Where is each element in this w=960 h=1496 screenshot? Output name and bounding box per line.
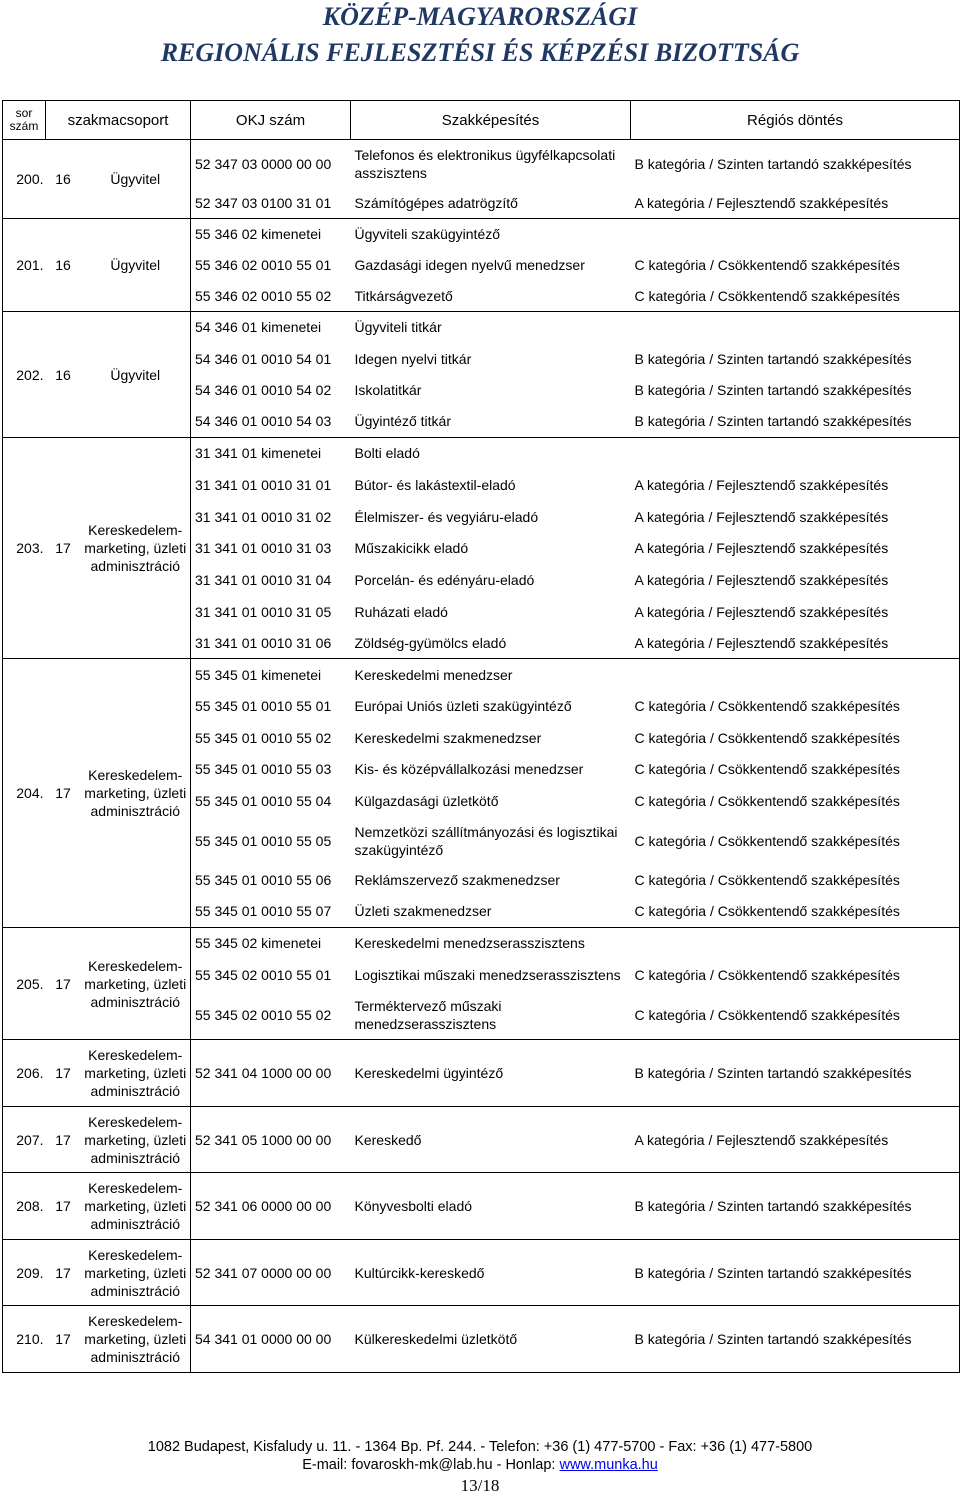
- qualification-name: Kis- és középvállalkozási menedzser: [354, 761, 584, 777]
- okj-number: 54 346 01 0010 54 03: [191, 406, 351, 438]
- header-title-line1: KÖZÉP-MAGYARORSZÁGI: [322, 2, 638, 31]
- okj-number: 31 341 01 0010 31 01: [195, 476, 332, 493]
- group-code: 17: [46, 659, 81, 928]
- qualification-name: Ügyintéző titkár: [351, 406, 631, 438]
- table-row: [3, 1306, 960, 1373]
- group-code: 16: [46, 140, 81, 219]
- table-row: [3, 312, 960, 343]
- qualifications-table: [2, 100, 960, 1373]
- okj-number: 52 341 06 0000 00 00: [191, 1173, 351, 1240]
- qualification-name: Kereskedelmi szakmenedzser: [354, 729, 542, 746]
- regional-decision: B kategória / Szinten tartandó szakképesítés: [631, 406, 960, 438]
- okj-number: 55 345 01 0010 55 01: [195, 698, 332, 714]
- regional-decision: C kategória / Csökkentendő szakképesítés: [631, 817, 960, 865]
- okj-number: 52 341 05 1000 00 00: [191, 1107, 351, 1173]
- regional-decision: C kategória / Csökkentendő szakképesítés: [631, 896, 960, 928]
- footer-email: E-mail: fovaroskh-mk@lab.hu - Honlap:: [302, 1457, 560, 1473]
- group-code: 17: [46, 1040, 81, 1107]
- okj-number: 55 345 02 0010 55 01: [195, 966, 332, 983]
- regional-decision: [631, 928, 960, 959]
- page-number: 13/18: [460, 1476, 500, 1495]
- group-code: 17: [46, 928, 81, 1040]
- table-row: [3, 1240, 960, 1306]
- okj-number: 55 346 02 kimenetei: [191, 219, 351, 250]
- col-header-okj: OKJ szám: [191, 101, 351, 140]
- regional-decision: A kategória / Fejlesztendő szakképesítés: [631, 533, 960, 564]
- table-row: [3, 659, 960, 691]
- regional-decision: [631, 219, 960, 250]
- regional-decision: B kategória / Szinten tartandó szakképesítés: [631, 1306, 960, 1373]
- qualification-name: Bolti eladó: [351, 438, 631, 469]
- okj-number: 54 346 01 0010 54 02: [195, 382, 332, 398]
- row-number: 207.: [3, 1107, 46, 1173]
- regional-decision: C kategória / Csökkentendő szakképesítés: [631, 959, 960, 991]
- okj-number: 55 346 02 0010 55 02: [191, 281, 351, 312]
- table-row: [3, 1173, 960, 1240]
- row-number: 205.: [3, 928, 46, 1040]
- qualification-name: Zöldség-gyümölcs eladó: [351, 628, 631, 659]
- qualification-name: Terméktervező műszaki menedzserasszisztens: [351, 991, 631, 1040]
- regional-decision: C kategória / Csökkentendő szakképesítés: [631, 754, 960, 785]
- regional-decision: A kategória / Fejlesztendő szakképesítés: [631, 1107, 960, 1173]
- col-header-qualification: Szakképesítés: [351, 101, 631, 140]
- regional-decision: B kategória / Szinten tartandó szakképesítés: [631, 140, 960, 188]
- row-number: 202.: [3, 312, 46, 438]
- regional-decision: B kategória / Szinten tartandó szakképesítés: [631, 343, 960, 375]
- table-row: [3, 1040, 960, 1107]
- okj-number: 52 341 07 0000 00 00: [191, 1240, 351, 1306]
- okj-number: 55 345 01 0010 55 04: [195, 792, 332, 809]
- table-row: [3, 928, 960, 959]
- row-number: 201.: [3, 219, 46, 312]
- group-name: Kereskedelem-marketing, üzleti adminisztráció: [81, 1306, 191, 1373]
- okj-number: 52 347 03 0000 00 00: [191, 140, 351, 188]
- regional-decision: [631, 438, 960, 469]
- regional-decision: B kategória / Szinten tartandó szakképesítés: [631, 1040, 960, 1107]
- regional-decision: C kategória / Csökkentendő szakképesítés: [631, 281, 960, 312]
- qualification-name: Külkereskedelmi üzletkötő: [351, 1306, 631, 1373]
- qualification-name: Bútor- és lakástextil-eladó: [354, 476, 516, 493]
- footer-contact: [0, 1457, 960, 1473]
- col-header-group: szakmacsoport: [46, 101, 191, 140]
- group-code: 16: [46, 219, 81, 312]
- okj-number: 54 346 01 kimenetei: [191, 312, 351, 343]
- regional-decision: A kategória / Fejlesztendő szakképesítés: [631, 501, 960, 533]
- qualification-name: Műszakicikk eladó: [354, 540, 469, 556]
- table-row: [3, 140, 960, 188]
- qualification-name: Ügyviteli titkár: [351, 312, 631, 343]
- group-code: 16: [46, 312, 81, 438]
- regional-decision: C kategória / Csökkentendő szakképesítés: [631, 865, 960, 896]
- group-code: 17: [46, 1240, 81, 1306]
- row-number: 209.: [3, 1240, 46, 1306]
- qualification-name: Külgazdasági üzletkötő: [354, 792, 499, 809]
- qualification-name: Számítógépes adatrögzítő: [351, 188, 631, 219]
- row-number: 203.: [3, 438, 46, 659]
- group-name: Ügyvitel: [81, 312, 191, 438]
- website-link[interactable]: www.munka.hu: [559, 1457, 658, 1473]
- qualification-name: Kereskedelmi menedzserasszisztens: [351, 928, 631, 959]
- table-row: [3, 1107, 960, 1173]
- table-row: [3, 438, 960, 469]
- row-number: 204.: [3, 659, 46, 928]
- qualification-name: Ruházati eladó: [354, 603, 448, 620]
- regional-decision: [631, 659, 960, 691]
- table-body: [3, 140, 960, 1373]
- group-code: 17: [46, 1107, 81, 1173]
- okj-number: 52 347 03 0100 31 01: [191, 188, 351, 219]
- qualification-name: Iskolatitkár: [354, 382, 422, 398]
- row-number: 206.: [3, 1040, 46, 1107]
- table-header-row: [3, 101, 960, 140]
- okj-number: 31 341 01 kimenetei: [191, 438, 351, 469]
- okj-number: 55 345 01 0010 55 02: [195, 729, 332, 746]
- group-name: Kereskedelem-marketing, üzleti adminisztráció: [81, 1240, 191, 1306]
- regional-decision: C kategória / Csökkentendő szakképesítés: [631, 691, 960, 722]
- group-name: Kereskedelem-marketing, üzleti adminisztráció: [81, 659, 191, 928]
- regional-decision: B kategória / Szinten tartandó szakképesítés: [631, 1240, 960, 1306]
- qualification-name: Porcelán- és edényáru-eladó: [354, 571, 535, 588]
- okj-number: 55 345 01 0010 55 05: [195, 832, 332, 849]
- group-code: 17: [46, 1306, 81, 1373]
- okj-number: 55 345 02 kimenetei: [191, 928, 351, 959]
- okj-number: 31 341 01 0010 31 06: [191, 628, 351, 659]
- okj-number: 54 346 01 0010 54 01: [195, 350, 332, 367]
- okj-number: 55 345 02 0010 55 02: [191, 991, 351, 1040]
- regional-decision: [631, 312, 960, 343]
- qualification-name: Ügyviteli szakügyintéző: [351, 219, 631, 250]
- group-name: Kereskedelem-marketing, üzleti adminisztráció: [81, 438, 191, 659]
- regional-decision: A kategória / Fejlesztendő szakképesítés: [631, 469, 960, 501]
- group-code: 17: [46, 438, 81, 659]
- header-title-line2: REGIONÁLIS FEJLESZTÉSI ÉS KÉPZÉSI BIZOTTSÁG: [160, 38, 800, 67]
- row-number: 208.: [3, 1173, 46, 1240]
- qualification-name: Kereskedő: [351, 1107, 631, 1173]
- okj-number: 31 341 01 0010 31 04: [195, 571, 332, 588]
- group-name: Kereskedelem-marketing, üzleti adminisztráció: [81, 1040, 191, 1107]
- okj-number: 52 341 04 1000 00 00: [191, 1040, 351, 1107]
- okj-number: 31 341 01 0010 31 03: [195, 540, 332, 556]
- regional-decision: A kategória / Fejlesztendő szakképesítés: [631, 188, 960, 219]
- regional-decision: B kategória / Szinten tartandó szakképesítés: [631, 1173, 960, 1240]
- qualification-name: Európai Uniós üzleti szakügyintéző: [354, 698, 572, 714]
- okj-number: 55 346 02 0010 55 01: [195, 257, 332, 273]
- regional-decision: C kategória / Csökkentendő szakképesítés: [631, 250, 960, 281]
- regional-decision: C kategória / Csökkentendő szakképesítés: [631, 785, 960, 817]
- col-header-decision: Régiós döntés: [631, 101, 960, 140]
- qualification-name: Könyvesbolti eladó: [351, 1173, 631, 1240]
- qualification-name: Kereskedelmi ügyintéző: [351, 1040, 631, 1107]
- qualification-name: Gazdasági idegen nyelvű menedzser: [354, 257, 585, 273]
- qualification-name: Kultúrcikk-kereskedő: [351, 1240, 631, 1306]
- qualification-name: Nemzetközi szállítmányozási és logisztikai szakügyintéző: [354, 823, 618, 858]
- okj-number: 55 345 01 0010 55 03: [195, 761, 332, 777]
- regional-decision: A kategória / Fejlesztendő szakképesítés: [631, 564, 960, 596]
- okj-number: 31 341 01 0010 31 05: [195, 603, 332, 620]
- group-name: Kereskedelem-marketing, üzleti adminisztráció: [81, 928, 191, 1040]
- col-header-row-number: sor szám: [3, 101, 46, 140]
- group-name: Ügyvitel: [81, 140, 191, 219]
- row-number: 210.: [3, 1306, 46, 1373]
- qualification-name: Üzleti szakmenedzser: [351, 896, 631, 928]
- footer-address: 1082 Budapest, Kisfaludy u. 11. - 1364 Bp. Pf. 244. - Telefon: +36 (1) 477-5700 - Fax: +36 (1) 477-5800: [147, 1439, 813, 1455]
- regional-decision: C kategória / Csökkentendő szakképesítés: [631, 722, 960, 754]
- group-name: Kereskedelem-marketing, üzleti adminisztráció: [81, 1107, 191, 1173]
- qualification-name: Kereskedelmi menedzser: [351, 659, 631, 691]
- qualification-name: Reklámszervező szakmenedzser: [354, 872, 560, 888]
- regional-decision: B kategória / Szinten tartandó szakképesítés: [631, 375, 960, 406]
- qualification-name: Logisztikai műszaki menedzserasszisztens: [354, 966, 621, 983]
- regional-decision: A kategória / Fejlesztendő szakképesítés: [631, 596, 960, 628]
- qualification-name: Idegen nyelvi titkár: [354, 350, 472, 367]
- okj-number: 54 341 01 0000 00 00: [191, 1306, 351, 1373]
- qualification-name: Élelmiszer- és vegyiáru-eladó: [354, 508, 539, 525]
- regional-decision: A kategória / Fejlesztendő szakképesítés: [631, 628, 960, 659]
- okj-number: 55 345 01 0010 55 07: [191, 896, 351, 928]
- row-number: 200.: [3, 140, 46, 219]
- regional-decision: C kategória / Csökkentendő szakképesítés: [631, 991, 960, 1040]
- group-code: 17: [46, 1173, 81, 1240]
- group-name: Ügyvitel: [81, 219, 191, 312]
- table-row: [3, 219, 960, 250]
- okj-number: 55 345 01 kimenetei: [191, 659, 351, 691]
- group-name: Kereskedelem-marketing, üzleti adminisztráció: [81, 1173, 191, 1240]
- okj-number: 55 345 01 0010 55 06: [195, 872, 332, 888]
- qualification-name: Telefonos és elektronikus ügyfélkapcsolati asszisztens: [351, 140, 631, 188]
- qualification-name: Titkárságvezető: [351, 281, 631, 312]
- okj-number: 31 341 01 0010 31 02: [195, 508, 332, 525]
